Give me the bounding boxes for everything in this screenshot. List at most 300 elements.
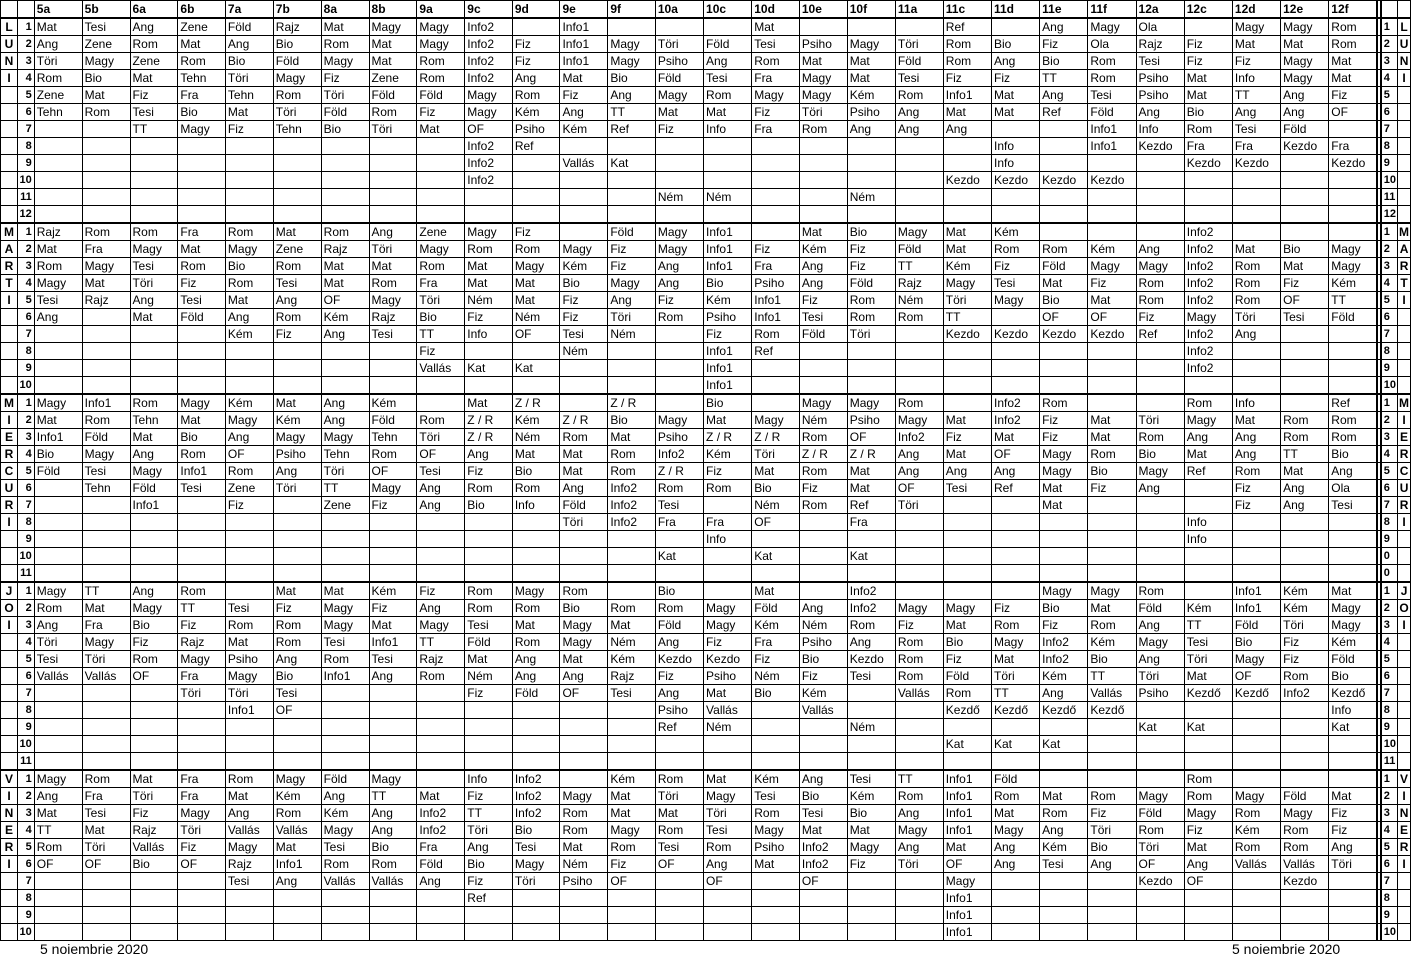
subject-cell: Mat: [273, 223, 321, 241]
subject-cell: Magy: [178, 394, 226, 412]
subject-cell: [895, 138, 943, 155]
subject-cell: Ang: [799, 275, 847, 292]
subject-cell: [608, 189, 656, 206]
day-letter: R: [1, 497, 18, 514]
subject-cell: Mat: [321, 275, 369, 292]
subject-cell: Töri: [369, 241, 417, 258]
subject-cell: Töri: [560, 514, 608, 531]
subject-cell: Ang: [655, 685, 703, 702]
subject-cell: [704, 565, 752, 583]
period-row: [1, 377, 1411, 395]
subject-cell: [1232, 924, 1280, 941]
subject-cell: Töri: [895, 36, 943, 53]
subject-cell: Magy: [799, 87, 847, 104]
day-letter: [1, 548, 18, 565]
right-period-number: 2: [1381, 241, 1398, 258]
subject-cell: Kém: [1184, 600, 1232, 617]
period-number: 6: [18, 104, 35, 121]
period-row: [1, 155, 1411, 172]
subject-cell: Rom: [225, 770, 273, 788]
period-row: [1, 206, 1411, 224]
subject-cell: [417, 702, 465, 719]
subject-cell: Magy: [512, 582, 560, 600]
subject-cell: [560, 753, 608, 771]
day-letter: [1, 138, 18, 155]
subject-cell: [273, 924, 321, 941]
period-number: 4: [18, 275, 35, 292]
period-row: [1, 394, 1411, 412]
subject-cell: [1184, 480, 1232, 497]
subject-cell: Rom: [130, 651, 178, 668]
class-header: 8b: [369, 1, 417, 19]
subject-cell: [752, 907, 800, 924]
subject-cell: [82, 924, 130, 941]
subject-cell: Kat: [943, 736, 991, 753]
subject-cell: Kezdo: [1088, 172, 1136, 189]
subject-cell: Ang: [1281, 87, 1329, 104]
subject-cell: Info1: [1088, 121, 1136, 138]
subject-cell: [1136, 206, 1184, 224]
subject-cell: Mat: [417, 788, 465, 805]
subject-cell: [655, 172, 703, 189]
subject-cell: [417, 514, 465, 531]
subject-cell: Ang: [369, 668, 417, 685]
subject-cell: Föld: [1088, 104, 1136, 121]
subject-cell: Ref: [991, 480, 1039, 497]
right-period-number: 3: [1381, 429, 1398, 446]
subject-cell: [1232, 753, 1280, 771]
subject-cell: Tesi: [847, 668, 895, 685]
subject-cell: [704, 736, 752, 753]
right-day-letter: [1398, 873, 1411, 890]
subject-cell: [369, 138, 417, 155]
subject-cell: Kém: [273, 788, 321, 805]
subject-cell: Rom: [1088, 788, 1136, 805]
subject-cell: Rom: [130, 36, 178, 53]
subject-cell: Kém: [1040, 839, 1088, 856]
subject-cell: Föld: [34, 463, 82, 480]
subject-cell: Magy: [752, 87, 800, 104]
subject-cell: Fiz: [1232, 480, 1280, 497]
subject-cell: Rajz: [178, 634, 226, 651]
subject-cell: Info2: [1184, 275, 1232, 292]
subject-cell: Zene: [273, 241, 321, 258]
subject-cell: Vallás: [130, 839, 178, 856]
subject-cell: Mat: [1088, 292, 1136, 309]
subject-cell: Kezdő: [1329, 685, 1377, 702]
subject-cell: [655, 394, 703, 412]
day-letter: J: [1, 582, 18, 600]
subject-cell: Töri: [417, 292, 465, 309]
subject-cell: Fiz: [1232, 53, 1280, 70]
subject-cell: [417, 189, 465, 206]
subject-cell: Psiho: [655, 53, 703, 70]
subject-cell: Rom: [608, 463, 656, 480]
subject-cell: [369, 685, 417, 702]
period-row: [1, 685, 1411, 702]
subject-cell: Magy: [1232, 18, 1280, 36]
day-letter: I: [1, 70, 18, 87]
class-header: 12c: [1184, 1, 1232, 19]
period-number: 4: [18, 70, 35, 87]
subject-cell: [799, 172, 847, 189]
subject-cell: [1329, 890, 1377, 907]
subject-cell: [512, 565, 560, 583]
subject-cell: Rom: [225, 617, 273, 634]
subject-cell: Mat: [991, 104, 1039, 121]
subject-cell: [1232, 377, 1280, 395]
subject-cell: Rom: [273, 87, 321, 104]
subject-cell: [512, 719, 560, 736]
subject-cell: Fiz: [178, 839, 226, 856]
subject-cell: Mat: [1232, 36, 1280, 53]
subject-cell: Fiz: [465, 788, 513, 805]
subject-cell: [895, 753, 943, 771]
subject-cell: Bio: [1329, 668, 1377, 685]
subject-cell: Rom: [369, 856, 417, 873]
subject-cell: [1040, 907, 1088, 924]
right-day-letter: V: [1398, 770, 1411, 788]
subject-cell: Rom: [273, 805, 321, 822]
subject-cell: [1184, 548, 1232, 565]
subject-cell: [799, 138, 847, 155]
subject-cell: Rom: [943, 53, 991, 70]
subject-cell: Tesi: [225, 873, 273, 890]
subject-cell: Ola: [1136, 18, 1184, 36]
subject-cell: [369, 206, 417, 224]
subject-cell: [1040, 548, 1088, 565]
subject-cell: [1040, 924, 1088, 941]
subject-cell: [1088, 907, 1136, 924]
period-number: 1: [18, 18, 35, 36]
day-letter: O: [1, 600, 18, 617]
subject-cell: Ang: [465, 839, 513, 856]
subject-cell: [943, 582, 991, 600]
subject-cell: [1281, 548, 1329, 565]
subject-cell: Magy: [1184, 412, 1232, 429]
subject-cell: Fiz: [1281, 275, 1329, 292]
subject-cell: [273, 890, 321, 907]
subject-cell: [369, 719, 417, 736]
subject-cell: Info2: [1184, 258, 1232, 275]
subject-cell: Mat: [225, 788, 273, 805]
subject-cell: Ang: [1136, 617, 1184, 634]
subject-cell: Ang: [130, 18, 178, 36]
subject-cell: [465, 343, 513, 360]
period-row: [1, 326, 1411, 343]
subject-cell: Rom: [1281, 822, 1329, 839]
subject-cell: [560, 907, 608, 924]
subject-cell: [1329, 326, 1377, 343]
day-letter: [1, 907, 18, 924]
right-period-number: 3: [1381, 258, 1398, 275]
subject-cell: [34, 326, 82, 343]
subject-cell: Fiz: [1184, 53, 1232, 70]
subject-cell: Vallás: [82, 668, 130, 685]
subject-cell: TT: [1232, 87, 1280, 104]
subject-cell: Kezdo: [1040, 172, 1088, 189]
subject-cell: [34, 753, 82, 771]
subject-cell: Rom: [752, 53, 800, 70]
subject-cell: [82, 531, 130, 548]
subject-cell: [1088, 377, 1136, 395]
subject-cell: [273, 753, 321, 771]
subject-cell: TT: [1281, 446, 1329, 463]
subject-cell: Kém: [943, 258, 991, 275]
subject-cell: Ang: [895, 446, 943, 463]
subject-cell: Fiz: [273, 326, 321, 343]
subject-cell: Magy: [608, 822, 656, 839]
subject-cell: Fiz: [991, 70, 1039, 87]
right-day-letter: [1398, 121, 1411, 138]
subject-cell: [1329, 189, 1377, 206]
subject-cell: [225, 189, 273, 206]
subject-cell: Tehn: [82, 480, 130, 497]
subject-cell: Magy: [608, 275, 656, 292]
subject-cell: Vallás: [895, 685, 943, 702]
subject-cell: [130, 326, 178, 343]
subject-cell: Kém: [752, 617, 800, 634]
subject-cell: Fiz: [417, 582, 465, 600]
subject-cell: Kat: [752, 548, 800, 565]
class-header: 10e: [799, 1, 847, 19]
subject-cell: Magy: [34, 275, 82, 292]
subject-cell: Magy: [512, 856, 560, 873]
subject-cell: Rom: [655, 770, 703, 788]
subject-cell: Rajz: [608, 668, 656, 685]
subject-cell: Info1: [704, 343, 752, 360]
subject-cell: Mat: [512, 446, 560, 463]
subject-cell: Info1: [943, 788, 991, 805]
subject-cell: Magy: [943, 275, 991, 292]
subject-cell: Zene: [321, 497, 369, 514]
subject-cell: [130, 360, 178, 377]
right-day-letter: L: [1398, 18, 1411, 36]
subject-cell: [1040, 890, 1088, 907]
subject-cell: Mat: [34, 18, 82, 36]
subject-cell: Föld: [1281, 121, 1329, 138]
subject-cell: [991, 548, 1039, 565]
period-row: [1, 719, 1411, 736]
subject-cell: Tesi: [321, 839, 369, 856]
subject-cell: Rom: [895, 87, 943, 104]
right-period-number: 9: [1381, 719, 1398, 736]
subject-cell: Rom: [1184, 394, 1232, 412]
subject-cell: [273, 907, 321, 924]
right-period-number: 6: [1381, 309, 1398, 326]
right-day-letter: [1398, 87, 1411, 104]
subject-cell: [704, 138, 752, 155]
subject-cell: Info2: [465, 155, 513, 172]
subject-cell: [608, 377, 656, 395]
period-number: 6: [18, 480, 35, 497]
subject-cell: Ném: [799, 412, 847, 429]
right-day-letter: I: [1398, 70, 1411, 87]
subject-cell: Rom: [799, 429, 847, 446]
subject-cell: [1040, 873, 1088, 890]
subject-cell: Ang: [1232, 326, 1280, 343]
subject-cell: [465, 206, 513, 224]
subject-cell: Kém: [512, 104, 560, 121]
subject-cell: [225, 514, 273, 531]
subject-cell: Kezdo: [1184, 155, 1232, 172]
subject-cell: Ang: [1136, 104, 1184, 121]
subject-cell: Kém: [799, 685, 847, 702]
subject-cell: Fiz: [130, 87, 178, 104]
subject-cell: [847, 206, 895, 224]
subject-cell: Info2: [465, 70, 513, 87]
subject-cell: [1184, 907, 1232, 924]
subject-cell: Info2: [417, 805, 465, 822]
period-row: [1, 275, 1411, 292]
subject-cell: Mat: [1281, 36, 1329, 53]
period-number: 12: [18, 206, 35, 224]
subject-cell: Kém: [321, 309, 369, 326]
subject-cell: Rajz: [321, 241, 369, 258]
subject-cell: Mat: [847, 70, 895, 87]
period-number: 10: [18, 924, 35, 941]
subject-cell: Mat: [178, 412, 226, 429]
footer-date-right: 5 noiembrie 2020: [1232, 941, 1341, 957]
subject-cell: Kém: [608, 651, 656, 668]
subject-cell: [560, 719, 608, 736]
day-letter: T: [1, 275, 18, 292]
subject-cell: [82, 326, 130, 343]
subject-cell: Fiz: [512, 36, 560, 53]
subject-cell: Kém: [1329, 275, 1377, 292]
class-header: 9a: [417, 1, 465, 19]
subject-cell: Rom: [1329, 18, 1377, 36]
subject-cell: Info1: [560, 36, 608, 53]
subject-cell: Töri: [847, 326, 895, 343]
subject-cell: Fra: [178, 223, 226, 241]
subject-cell: Rom: [991, 241, 1039, 258]
subject-cell: Tesi: [82, 805, 130, 822]
subject-cell: Töri: [991, 668, 1039, 685]
subject-cell: [799, 548, 847, 565]
subject-cell: [417, 377, 465, 395]
subject-cell: Ola: [1088, 36, 1136, 53]
day-letter: [1, 685, 18, 702]
subject-cell: Info2: [465, 138, 513, 155]
subject-cell: Magy: [225, 412, 273, 429]
subject-cell: Rom: [608, 446, 656, 463]
subject-cell: Ném: [704, 189, 752, 206]
subject-cell: Ang: [273, 873, 321, 890]
subject-cell: Bio: [1281, 241, 1329, 258]
subject-cell: Töri: [704, 805, 752, 822]
subject-cell: Magy: [417, 18, 465, 36]
subject-cell: [1329, 343, 1377, 360]
subject-cell: Föld: [1232, 617, 1280, 634]
subject-cell: Ang: [1232, 429, 1280, 446]
subject-cell: [178, 189, 226, 206]
subject-cell: [417, 531, 465, 548]
subject-cell: [1281, 514, 1329, 531]
subject-cell: Mat: [608, 805, 656, 822]
subject-cell: OF: [465, 121, 513, 138]
subject-cell: Rom: [1088, 53, 1136, 70]
subject-cell: [417, 736, 465, 753]
subject-cell: [417, 753, 465, 771]
subject-cell: Vallás: [1281, 856, 1329, 873]
right-day-letter: [1398, 890, 1411, 907]
subject-cell: [655, 753, 703, 771]
subject-cell: Mat: [178, 241, 226, 258]
subject-cell: [82, 377, 130, 395]
period-number: 1: [18, 223, 35, 241]
subject-cell: [82, 702, 130, 719]
subject-cell: Föld: [321, 770, 369, 788]
subject-cell: [369, 155, 417, 172]
subject-cell: Fiz: [608, 241, 656, 258]
day-letter: I: [1, 788, 18, 805]
subject-cell: Fiz: [608, 856, 656, 873]
subject-cell: [273, 206, 321, 224]
subject-cell: Fiz: [1136, 309, 1184, 326]
subject-cell: [1040, 121, 1088, 138]
subject-cell: Info2: [1184, 360, 1232, 377]
subject-cell: Mat: [512, 292, 560, 309]
subject-cell: Bio: [1136, 446, 1184, 463]
subject-cell: Ref: [1184, 463, 1232, 480]
subject-cell: Info: [1329, 702, 1377, 719]
subject-cell: Fiz: [1040, 429, 1088, 446]
subject-cell: Fiz: [417, 343, 465, 360]
period-number: 11: [18, 565, 35, 583]
subject-cell: [895, 360, 943, 377]
period-row: [1, 480, 1411, 497]
subject-cell: Magy: [82, 446, 130, 463]
subject-cell: [1232, 873, 1280, 890]
subject-cell: Mat: [799, 822, 847, 839]
subject-cell: Info: [512, 497, 560, 514]
subject-cell: Mat: [82, 600, 130, 617]
subject-cell: Fiz: [1184, 36, 1232, 53]
subject-cell: Rom: [704, 839, 752, 856]
subject-cell: Tesi: [321, 634, 369, 651]
subject-cell: Mat: [82, 87, 130, 104]
subject-cell: [991, 514, 1039, 531]
subject-cell: [1232, 907, 1280, 924]
subject-cell: Vallás: [417, 360, 465, 377]
subject-cell: Kezdo: [991, 326, 1039, 343]
subject-cell: Töri: [130, 275, 178, 292]
subject-cell: Ang: [1040, 822, 1088, 839]
subject-cell: Ném: [560, 856, 608, 873]
subject-cell: Kezdo: [1232, 155, 1280, 172]
subject-cell: Magy: [178, 651, 226, 668]
day-letter: N: [1, 53, 18, 70]
subject-cell: Magy: [1040, 463, 1088, 480]
subject-cell: TT: [130, 121, 178, 138]
subject-cell: Mat: [465, 258, 513, 275]
subject-cell: Magy: [799, 70, 847, 87]
subject-cell: Info2: [465, 36, 513, 53]
right-day-letter: [1398, 719, 1411, 736]
period-row: [1, 907, 1411, 924]
subject-cell: [655, 736, 703, 753]
day-letter: [1, 634, 18, 651]
subject-cell: [991, 189, 1039, 206]
right-day-letter: [1398, 155, 1411, 172]
subject-cell: Kém: [1040, 668, 1088, 685]
subject-cell: [1329, 223, 1377, 241]
subject-cell: [560, 189, 608, 206]
subject-cell: Kém: [704, 292, 752, 309]
period-row: [1, 548, 1411, 565]
subject-cell: [1136, 907, 1184, 924]
